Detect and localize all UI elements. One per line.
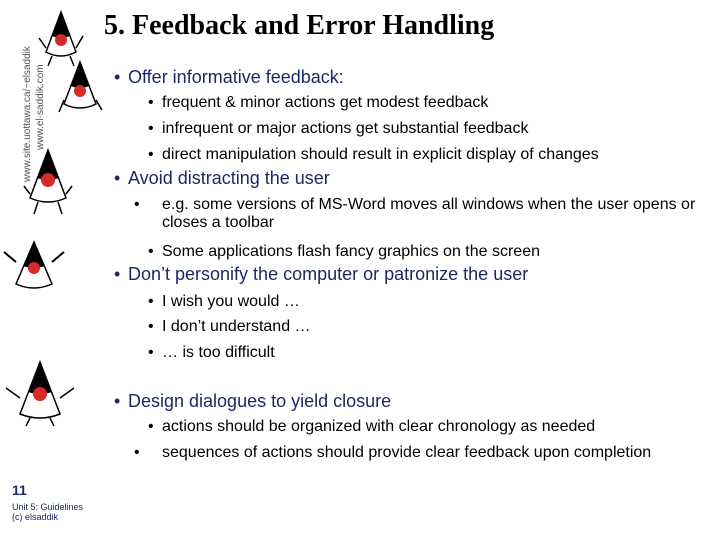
sub-bullet-text: sequences of actions should provide clear feedback upon completion <box>162 444 652 461</box>
side-url-1: www.site.uottawa.ca/~elsaddik <box>22 46 33 182</box>
bullet-text: Avoid distracting the user <box>128 168 330 188</box>
bullet-dot: • <box>148 243 154 260</box>
bullet-dot: • <box>114 391 121 411</box>
footer-unit-label: Unit 5: Guidelines <box>12 502 84 512</box>
bullet-item <box>114 391 391 412</box>
bullet-dot: • <box>148 418 154 435</box>
duke-mascot-3 <box>22 146 74 216</box>
bullet-dot: • <box>148 344 154 361</box>
sub-bullet-item <box>148 293 300 311</box>
sub-bullet-text: Some applications flash fancy graphics on the screen <box>162 243 540 260</box>
bullet-dot: • <box>148 293 154 310</box>
sub-bullet-item <box>148 243 540 261</box>
bullet-dot: • <box>148 318 154 335</box>
sub-bullet-item <box>148 120 528 138</box>
bullet-item <box>114 168 330 189</box>
sub-bullet-item <box>148 94 488 112</box>
footer-copyright: (c) elsaddik <box>12 512 59 522</box>
sub-bullet-item <box>134 196 712 233</box>
page-number: 11 <box>12 482 27 498</box>
bullet-dot: • <box>148 94 154 111</box>
sub-bullet-text: e.g. some versions of MS-Word moves all windows when the user opens or closes a toolbar <box>162 196 696 232</box>
sub-bullet-text: direct manipulation should result in explicit display of changes <box>162 146 599 163</box>
side-url-2: www.el-saddik.com <box>35 64 46 150</box>
sub-bullet-item <box>148 318 311 336</box>
bullet-item <box>114 264 528 285</box>
sub-bullet-item <box>148 344 275 362</box>
sub-bullet-item <box>148 418 595 436</box>
duke-mascot-2 <box>58 58 104 120</box>
bullet-text: Design dialogues to yield closure <box>128 391 392 411</box>
sub-bullet-text: I wish you would … <box>162 293 300 310</box>
bullet-item <box>114 67 344 88</box>
bullet-text: Offer informative feedback: <box>128 67 344 87</box>
sub-bullet-text: … is too difficult <box>162 344 275 361</box>
bullet-text: Don’t personify the computer or patronize the user <box>128 264 529 284</box>
sub-bullet-text: infrequent or major actions get substantial feedback <box>162 120 529 137</box>
sub-bullet-text: I don’t understand … <box>162 318 311 335</box>
bullet-dot: • <box>134 196 140 213</box>
bullet-dot: • <box>134 444 140 461</box>
sub-bullet-text: actions should be organized with clear chronology as needed <box>162 418 596 435</box>
sub-bullet-text: frequent & minor actions get modest feedback <box>162 94 489 111</box>
duke-mascot-4 <box>2 236 66 294</box>
bullet-dot: • <box>148 120 154 137</box>
sub-bullet-item <box>134 444 662 462</box>
footer <box>12 502 83 522</box>
bullet-dot: • <box>114 168 121 188</box>
bullet-dot: • <box>148 146 154 163</box>
slide-title: 5. Feedback and Error Handling <box>104 10 495 41</box>
bullet-dot: • <box>114 67 121 87</box>
bullet-dot: • <box>114 264 121 284</box>
duke-mascot-5 <box>4 358 76 428</box>
sub-bullet-item <box>148 146 599 164</box>
